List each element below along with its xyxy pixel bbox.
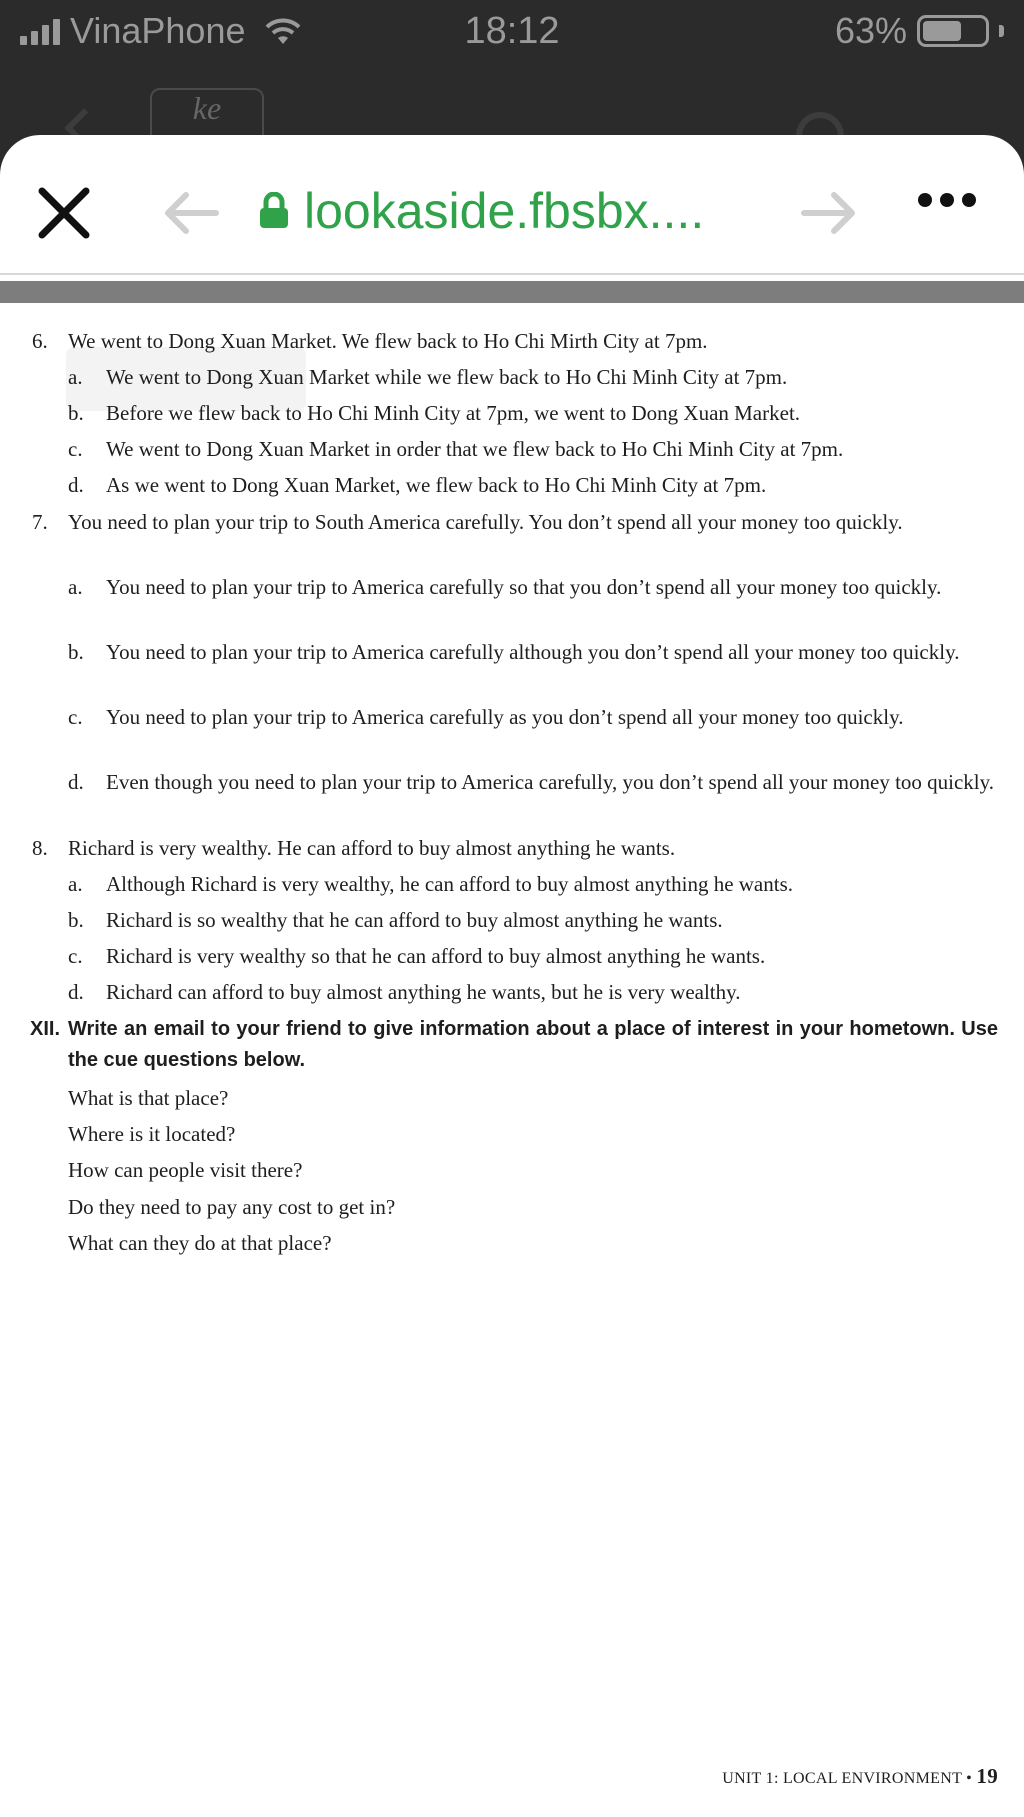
option-letter: c. <box>68 944 83 968</box>
option-letter: c. <box>68 437 83 461</box>
option-letter: c. <box>68 705 83 729</box>
option-7c <box>68 703 998 731</box>
question-stem: Richard is very wealthy. He can afford to buy almost anything he wants. <box>68 836 676 860</box>
question-number: 7. <box>32 510 48 534</box>
battery-fill <box>923 21 961 41</box>
question-stem: You need to plan your trip to South America carefully. You don’t spend all your money too quickly. <box>68 510 903 534</box>
section-number: XII. <box>30 1018 61 1040</box>
option-7b <box>68 638 998 666</box>
toolbar-divider <box>0 273 1024 275</box>
section-title: Write an email to your friend to give information about a place of interest in your hometown. Use the cue questions below. <box>68 1018 998 1071</box>
cue-question: Where is it located? <box>68 1122 236 1146</box>
question-8 <box>32 834 998 862</box>
status-bar <box>0 0 1024 66</box>
option-8b <box>68 906 998 934</box>
back-arrow-icon[interactable] <box>160 185 220 241</box>
background-thumbnail-text: ke <box>192 90 222 126</box>
question-number: 6. <box>32 329 48 353</box>
carrier-name: VinaPhone <box>70 10 246 51</box>
option-8c <box>68 942 998 970</box>
option-6c <box>68 435 998 463</box>
option-text: Richard is so wealthy that he can afford to buy almost anything he wants. <box>106 908 723 932</box>
option-6b <box>68 399 998 427</box>
question-7 <box>32 508 998 536</box>
option-text: As we went to Dong Xuan Market, we flew back to Ho Chi Minh City at 7pm. <box>106 473 767 497</box>
option-letter: d. <box>68 980 84 1004</box>
option-text: Richard can afford to buy almost anything he wants, but he is very wealthy. <box>106 980 741 1004</box>
clock: 18:12 <box>464 10 560 52</box>
option-letter: b. <box>68 640 84 664</box>
option-text: We went to Dong Xuan Market in order that we flew back to Ho Chi Minh City at 7pm. <box>106 437 844 461</box>
forward-arrow-icon[interactable] <box>800 185 860 241</box>
cue-question: How can people visit there? <box>68 1158 303 1182</box>
browser-sheet <box>0 135 1024 1817</box>
section-heading <box>30 1014 998 1076</box>
option-8a <box>68 870 998 898</box>
battery-group <box>835 10 1004 52</box>
cue-question: What is that place? <box>68 1086 229 1110</box>
option-text: Although Richard is very wealthy, he can afford to buy almost anything he wants. <box>106 872 794 896</box>
option-8d <box>68 978 998 1006</box>
battery-percent: 63% <box>834 10 907 51</box>
option-text: You need to plan your trip to America carefully as you don’t spend all your money too quickly. <box>106 705 904 729</box>
background-app <box>0 66 1024 146</box>
battery-icon <box>917 15 989 47</box>
option-text: Richard is very wealthy so that he can afford to buy almost anything he wants. <box>106 944 766 968</box>
option-text: Before we flew back to Ho Chi Minh City at 7pm, we went to Dong Xuan Market. <box>106 401 801 425</box>
option-6d <box>68 471 998 499</box>
option-text: Even though you need to plan your trip to America carefully, you don’t spend all your money too quickly. <box>106 770 995 794</box>
option-letter: d. <box>68 770 84 794</box>
option-text: We went to Dong Xuan Market while we flew back to Ho Chi Minh City at 7pm. <box>106 365 788 389</box>
url-text: lookaside.fbsbx.... <box>304 183 705 239</box>
option-text: You need to plan your trip to America carefully although you don’t spend all your money too quickly. <box>106 640 960 664</box>
option-text: You need to plan your trip to America carefully so that you don’t spend all your money too quickly. <box>106 575 942 599</box>
lock-icon <box>258 192 290 230</box>
page-number: 19 <box>976 1764 998 1788</box>
url-bar[interactable] <box>258 171 704 251</box>
close-icon[interactable] <box>36 185 92 241</box>
cue-question: What can they do at that place? <box>68 1231 332 1255</box>
question-6 <box>32 327 998 355</box>
cue-question: Do they need to pay any cost to get in? <box>68 1195 396 1219</box>
browser-toolbar <box>0 135 1024 275</box>
option-letter: a. <box>68 575 83 599</box>
option-letter: a. <box>68 365 83 389</box>
option-7d <box>68 768 998 796</box>
battery-cap <box>999 25 1004 37</box>
page-footer <box>722 1764 998 1789</box>
footer-bullet: • <box>966 1770 973 1787</box>
question-number: 8. <box>32 836 48 860</box>
footer-unit: UNIT 1: LOCAL ENVIRONMENT <box>722 1770 962 1787</box>
question-stem: We went to Dong Xuan Market. We flew back to Ho Chi Mirth City at 7pm. <box>68 329 708 353</box>
more-options-icon[interactable] <box>918 193 976 207</box>
option-6a <box>68 363 998 391</box>
option-letter: d. <box>68 473 84 497</box>
document-page <box>0 303 1024 1817</box>
option-letter: b. <box>68 908 84 932</box>
page-top-band <box>0 281 1024 303</box>
option-letter: a. <box>68 872 83 896</box>
option-letter: b. <box>68 401 84 425</box>
option-7a <box>68 573 998 601</box>
